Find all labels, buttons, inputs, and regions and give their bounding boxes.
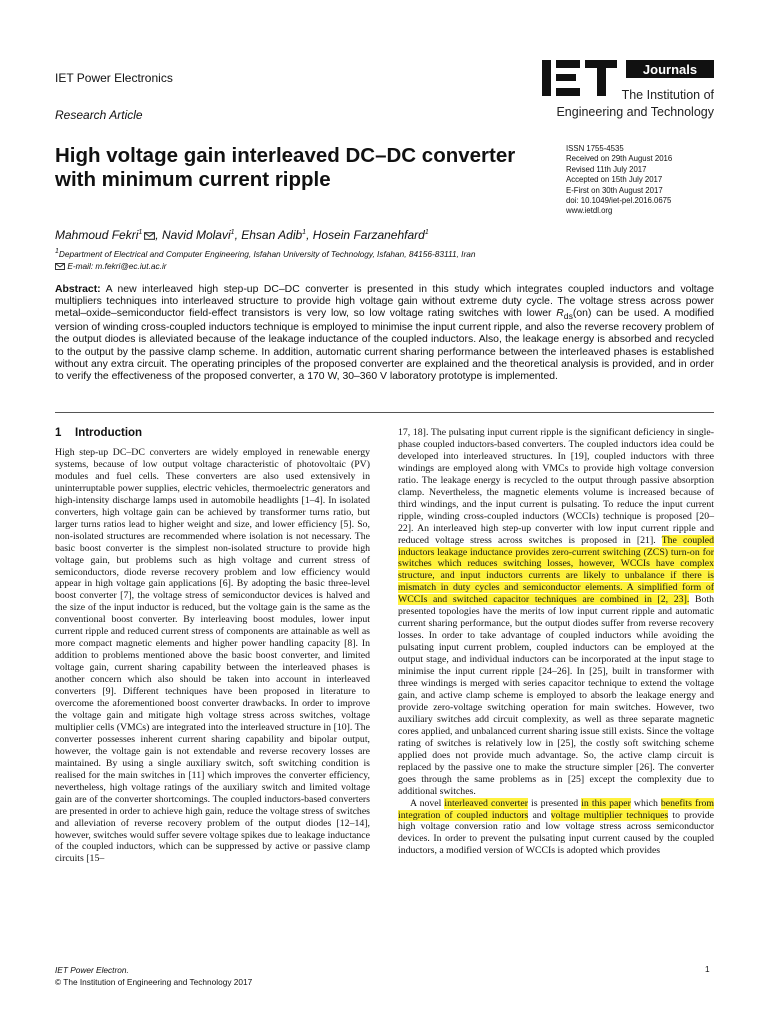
logo-line1: The Institution of — [621, 88, 714, 102]
abstract-text-before: A new interleaved high step-up DC–DC converter is presented in this study which integrates coupled inductors and voltage multipliers techniques into interleaved structure to provide high voltage gain without extreme duty cycle. The voltage stress across power metal–oxide–semiconductor field-effect transistors is very low, so low voltage rating switches with lower — [55, 284, 714, 320]
paragraph-text: Both presented topologies have the merits of low input current ripple and automatic current sharing performance, but the output diodes suffer from reverse recovery losses. In order to take advantage of coupled inductors while avoiding the pulsating input current problem, coupled inductors can be employed at the output stage, and individual inductors can be incorporated at the input stage to minimise the input current ripple [24–26]. In [25], built in transformer with three windings is merged with series capacitor technique to extend the voltage gain, and active clamp scheme is employed to absorb the leakage energy and provide zero-voltage switching operation for main switches. However, two auxiliary switches add circuit complexity, as well as three separate magnetic cores applied, and unbalanced current sharing issue still exists. Since the voltage rating of switches is relatively low in [25], the costly soft switching scheme applied does not provide much advantage. So, the active clamp circuit is replaced by the passive one to make the structure simpler [26]. The converter goes through the same problems as in [25] except the complexity due to additional switches. — [398, 594, 714, 797]
author-separator: , — [306, 228, 313, 242]
article-meta — [566, 144, 672, 217]
paragraph-intro-1: High step-up DC–DC converters are widely employed in renewable energy systems, because of low output voltage characteristic of photovoltaic (PV) modules and fuel cells. These converters are also used extensively in uninterruptable power supplies, electric vehicles, thermoelectric generators and high-intensity discharge lamps used in automobile headlights [1–4]. In isolated converters, high voltage gain can be achieved by transformer turns ratio, but larger turns ratios lead to higher weight and size, and lower efficiency [5]. So, non-isolated structures are recommended where isolation is not necessary. The basic boost converter is the simplest non-isolated structure to provide high voltage gain, but problems such as high voltage and current stress of semiconductors, diode reverse recovery problem and low efficiency would appear in high voltage gain applications [6]. By adopting the basic three-level boost converter [7], the voltage stress of semiconductor devices is halved and the size of the input inductor is reduced, but the voltage gain is the same as the conventional boost converter. By interleaving boost modules, lower input current ripple and reduced current stress of components are attainable as well as more compact magnetic elements and higher power handling capacity [8]. In addition to problems mentioned above the basic boost converter, and limited voltage gain, current sharing capability between the interleaved phases is another concern which also should be taken into account in interleaved converters [9]. Different techniques have been proposed in literature to overcome the aforementioned boost converter drawbacks. In order to improve the voltage gain and mitigate high voltage stress across switches, voltage multiplier cells (VMCs) are integrated into the interleaved structure in [10]. The converter possesses inherent current sharing capability and bipolar output, however, the voltage gain is not extendable and reverse recovery losses are maintained. By using a single auxiliary switch, soft switching condition is realised for the main switches in [11] which improves the converter efficiency, nevertheless, high voltage ratings of the auxiliary switch and limited voltage gain are of the converter shortcomings. The coupled inductors-based converters are presented in order to achieve high gain, reduce the voltage stress of switches and alleviation of reverse recovery problem of the output diodes [12–14], however, switches would suffer severe voltage spikes due to leakage inductance of the coupled inductors, which can be suppressed by active or passive clamp circuits [15– — [55, 447, 370, 865]
envelope-icon — [55, 263, 65, 270]
paragraph-text: A novel — [410, 797, 445, 809]
section-title: Introduction — [75, 427, 143, 439]
author-affiliation-sup: 1 — [424, 229, 429, 236]
section-heading — [55, 427, 142, 439]
author-separator: , — [234, 228, 242, 242]
highlight: benefits from integration of coupled inductors — [398, 797, 714, 821]
meta-doi[interactable]: doi: 10.1049/iet-pel.2016.0675 — [566, 196, 672, 206]
body-column-left — [55, 447, 370, 865]
abstract-label: Abstract: — [55, 284, 101, 295]
author-affiliation-sup: 1 — [230, 229, 235, 236]
author-name: Mahmoud Fekri — [55, 228, 139, 242]
paragraph-intro-3 — [398, 798, 714, 858]
corresponding-email — [55, 261, 167, 271]
paragraph-text: and — [528, 809, 551, 821]
highlight: interleaved converter — [444, 797, 528, 809]
affiliation — [55, 248, 475, 259]
article-type: Research Article — [55, 108, 143, 122]
author — [55, 228, 155, 242]
author — [313, 228, 429, 242]
meta-url[interactable]: www.ietdl.org — [566, 206, 613, 216]
author — [162, 228, 235, 242]
paragraph-text: is presented — [527, 797, 582, 809]
abstract-symbol-sub: ds — [563, 311, 573, 322]
paragraph-text: 17, 18]. The pulsating input current ripple is the significant deficiency in single-phase coupled inductors-based converters. The coupled inductors idea could be developed into interleaved structures. In [19], coupled inductors with three windings are employed along with VMCs to provide high voltage conversion ratio. The leakage energy is recycled to the output through passive absorption clamp. Nevertheless, the magnetic elements volume is increased because of third windings, and the input current is pulsating. To reduce the input current ripple, winding cross-coupled inductors (WCCIs) technique is proposed [20–22]. An interleaved high step-up converter with low input current ripple and reduced voltage stress across switches is proposed in [21]. — [398, 427, 714, 546]
author-separator: , — [155, 228, 162, 242]
author-name: Ehsan Adib — [241, 228, 303, 242]
author-name: Hosein Farzanehfard — [312, 228, 425, 242]
author-list — [55, 228, 429, 242]
meta-issn: ISSN 1755-4535 — [566, 144, 624, 153]
meta-efirst: E-First on 30th August 2017 — [566, 185, 663, 195]
affiliation-text: Department of Electrical and Computer Engineering, Isfahan University of Technology, Isfahan, 84156-83111, Iran — [58, 248, 476, 259]
paragraph-text: to provide high voltage conversion ratio and low voltage stress across semiconductor devices. In order to prevent the pulsating input current caused by the coupled inductors, a modified version of WCCIs is adopted which provides — [398, 809, 714, 857]
highlight: The coupled inductors leakage inductance provides zero-current switching (ZCS) turn-on for switches which reduces switching losses, however, WCCIs have complex structure, and input inductors currents are likely to unbalance if there is mismatch in duty cycles and semiconductor elements. A simplified form of WCCIs and switched capacitor techniques are combined in [2, 23]. — [398, 534, 714, 606]
meta-revised: Revised 11th July 2017 — [566, 164, 647, 174]
paragraph-intro-2 — [398, 427, 714, 798]
article-title: High voltage gain interleaved DC–DC converter with minimum current ripple — [55, 144, 516, 191]
logo-line2: Engineering and Technology — [556, 105, 714, 119]
logo-badge: Journals — [642, 62, 698, 77]
body-column-right — [398, 427, 714, 857]
author-affiliation-sup: 1 — [302, 229, 307, 236]
paragraph-text: which — [630, 797, 661, 809]
abstract-text-after: (on) can be used. A modified version of winding cross-coupled inductors technique is employed to minimise the input current ripple, and also the reverse recovery problem of the output diodes is alleviated because of the leakage inductance of the coupled inductors. Also, the leakage energy is absorbed and recycled to the output by the passive clamp scheme. In addition, automatic current sharing performance between the interleaved phases is established without any extra circuit. The operating principles of the proposed converter are explained and the theoretical analysis is provided, and in order to verify the effectiveness of the proposed converter, a 170 W, 30–360 V laboratory prototype is implemented. — [55, 308, 715, 382]
footer-copyright: © The Institution of Engineering and Technology 2017 — [55, 977, 253, 987]
email-text[interactable]: E-mail: m.fekri@ec.iut.ac.ir — [67, 261, 167, 271]
highlight: in this paper — [581, 797, 631, 809]
envelope-icon[interactable] — [144, 232, 155, 240]
author-name: Navid Molavi — [161, 228, 231, 242]
abstract-symbol: R — [556, 308, 564, 320]
meta-accepted: Accepted on 15th July 2017 — [566, 175, 663, 185]
affiliation-sup: 1 — [55, 248, 59, 255]
author — [241, 228, 306, 242]
author-affiliation-sup: 1 — [138, 229, 143, 236]
page-number: 1 — [705, 964, 710, 974]
section-number: 1 — [55, 427, 62, 439]
meta-received: Received on 29th August 2016 — [566, 154, 673, 164]
abstract — [55, 284, 714, 383]
iet-logo — [540, 58, 715, 120]
footer-journal: IET Power Electron. — [55, 965, 129, 975]
journal-name: IET Power Electronics — [55, 71, 173, 85]
highlight: voltage multiplier techniques — [550, 809, 669, 821]
abstract-divider — [55, 412, 714, 413]
footer — [55, 964, 252, 988]
